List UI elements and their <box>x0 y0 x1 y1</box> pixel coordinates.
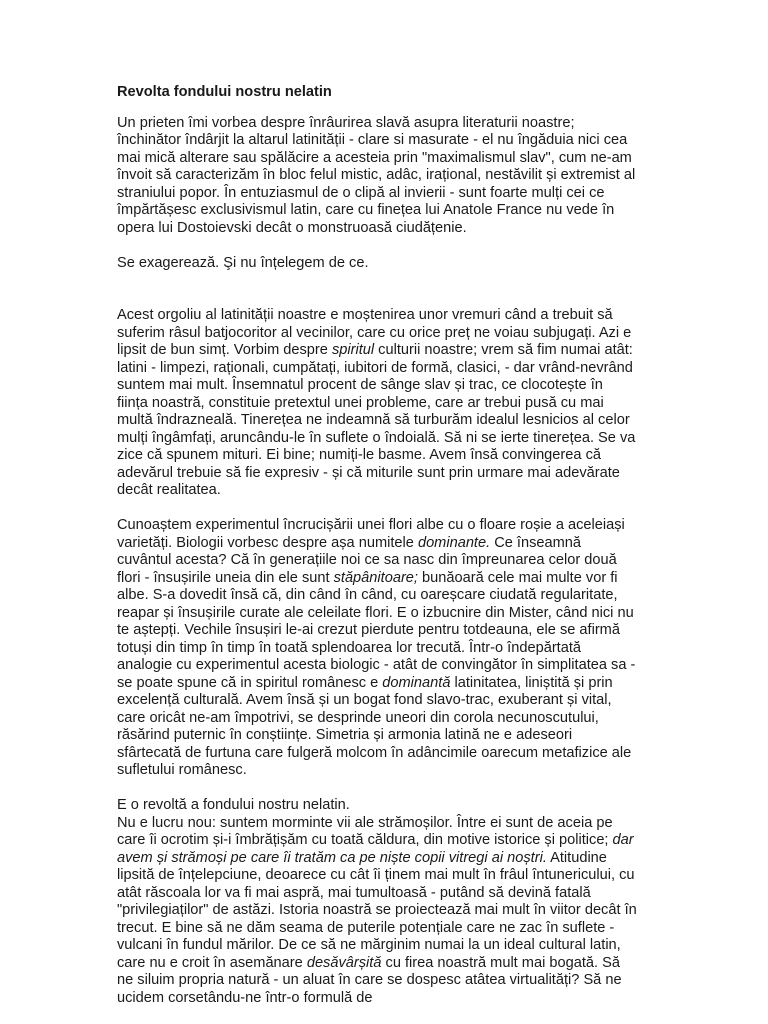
text-run: Ce înseamnă cuvântul acesta? Că în generațiile noi ce sa nasc din împreunarea celor două flori - însușirile uneia din ele sunt <box>117 534 617 586</box>
italic-run: desăvârșită <box>306 954 382 971</box>
text-run: Cunoaștem experimentul încrucișării unei flori albe cu o floare roșie a aceleiași varietăți. Biologii vorbesc despre așa numitele <box>117 517 625 551</box>
text-run: culturii noastre; vrem să fim numai atât: latini - limpezi, raționali, cumpătați, iubitori de formă, clasici, - dar vrând-nevrând suntem mai mult. Însemnatul procent de sânge slav și trac, ce clocotește în ființa noastră, constituie pretextul unei probleme, care ar trebui pusă cu mai multă îndrazneală. Tinerețea ne indeamnă să turburăm idealul lesnicios al celor mulți îngâmfați, aruncându-le în suflete o îndoială. Să ni se ierte tinerețea. Se va zice că spunem mituri. Ei bine; numiți-le basme. Avem însă convingerea că adevărul trebuie să fie expresiv - și că miturile sunt prin urmare mai adevărate decât realitatea. <box>117 342 636 498</box>
italic-run: dominantă <box>382 674 451 691</box>
document-page <box>117 84 637 1007</box>
paragraph-spacer <box>117 272 637 307</box>
paragraph-2: Se exagerează. Şi nu înțelegem de ce. <box>117 254 369 271</box>
text-run: Nu e lucru nou: suntem morminte vii ale strămoșilor. Între ei sunt de aceia pe care îi ocrotim și-i îmbrățișăm cu toată căldura, din motive istorice și politice; <box>117 814 613 848</box>
paragraph-spacer <box>117 237 637 255</box>
paragraph-4 <box>117 517 637 780</box>
text-run: Acest orgoliu al latinității noastre e moștenirea unor vremuri când a trebuit să suferim râsul batjocoritor al vecinilor, care cu orice preț ne voiau subjugați. Azi e lipsit de bun simț. Vorbim despre <box>117 307 632 358</box>
italic-run: dar avem și strămoși pe care îi tratăm ca pe niște copii vitregi ai noștri. <box>117 832 634 866</box>
italic-run: dominante. <box>417 534 491 551</box>
text-run: bunăoară cele mai multe vor fi albe. S-a dovedit însă că, din când în când, cu oareșcare ciudată regularitate, reapar și însușirile curate ale celeilate flori. E o izbucnire din Mister, când nici nu te aștepți. Vechile însușiri le-ai crezut pierdute pentru totdeauna, ele se afirmă totuși din timp în timp în toată splendoarea lor trecută. Într-o îndepărtată analogie cu experimentul acesta biologic - atât de convingător în simplitatea sa - se poate spune că in spiritul românesc e <box>117 569 636 691</box>
text-run: Atitudine lipsită de înțelepciune, deoarece cu cât îi ținem mai mult în frâul întunericului, cu atât răscoala lor va fi mai aspră, mai tumultoasă - putând să devină fatală "privilegiaților" de astăzi. Istoria noastră se proiectează mai mult în viitor decât în trecut. E bine să ne dăm seama de puterile potențiale care ne zac în suflete - vulcani în fundul mărilor. De ce să ne mărginim numai la un ideal cultural latin, care nu e croit în asemănare <box>117 849 637 971</box>
paragraph-5-heading-line: E o revoltă a fondului nostru nelatin. <box>117 797 350 813</box>
text-run: latinitatea, liniștită și prin excelență culturală. Avem însă și un bogat fond slavo-trac, exuberant și vital, care oricât ne-am împotrivi, se desprinde uneori din corola necunoscutului, răsărind puternic în conștiințe. Simetria și armonia latină ne e adeseori sfârtecată de furtuna care fulgeră molcom în adâncimile oarecum metafizice ale sufletului românesc. <box>117 674 632 778</box>
paragraph-3 <box>117 307 637 500</box>
italic-run: stăpânitoare; <box>333 569 418 586</box>
paragraph-5 <box>117 815 637 1008</box>
paragraph-1: Un prieten îmi vorbea despre înrâurirea slavă asupra literaturii noastre; închinător îndârjit la altarul latinității - clare si masurate - el nu îngăduia nici cea mai mică alterare sau spălăcire a acesteia prin "maximalismul slav", cum ne-am învoit să caracterizăm în bloc felul mistic, adâc, irațional, nestăvilit și extremist al straniului popor. În entuziasmul de o clipă al invierii - sunt foarte mulți cei ce împărtășesc exclusivismul latin, care cu finețea lui Anatole France nu vede în opera lui Dostoievski decât o monstruoasă ciudățenie. <box>117 114 636 236</box>
document-title: Revolta fondului nostru nelatin <box>117 84 332 100</box>
paragraph-spacer <box>117 780 637 798</box>
text-run: cu firea noastră mult mai bogată. Să ne siluim propria natură - un aluat în care se dospesc atâtea virtualități? Să ne ucidem corsetându-ne într-o formulă de <box>117 954 622 1006</box>
italic-run: spiritul <box>331 342 375 358</box>
paragraph-spacer <box>117 500 637 518</box>
